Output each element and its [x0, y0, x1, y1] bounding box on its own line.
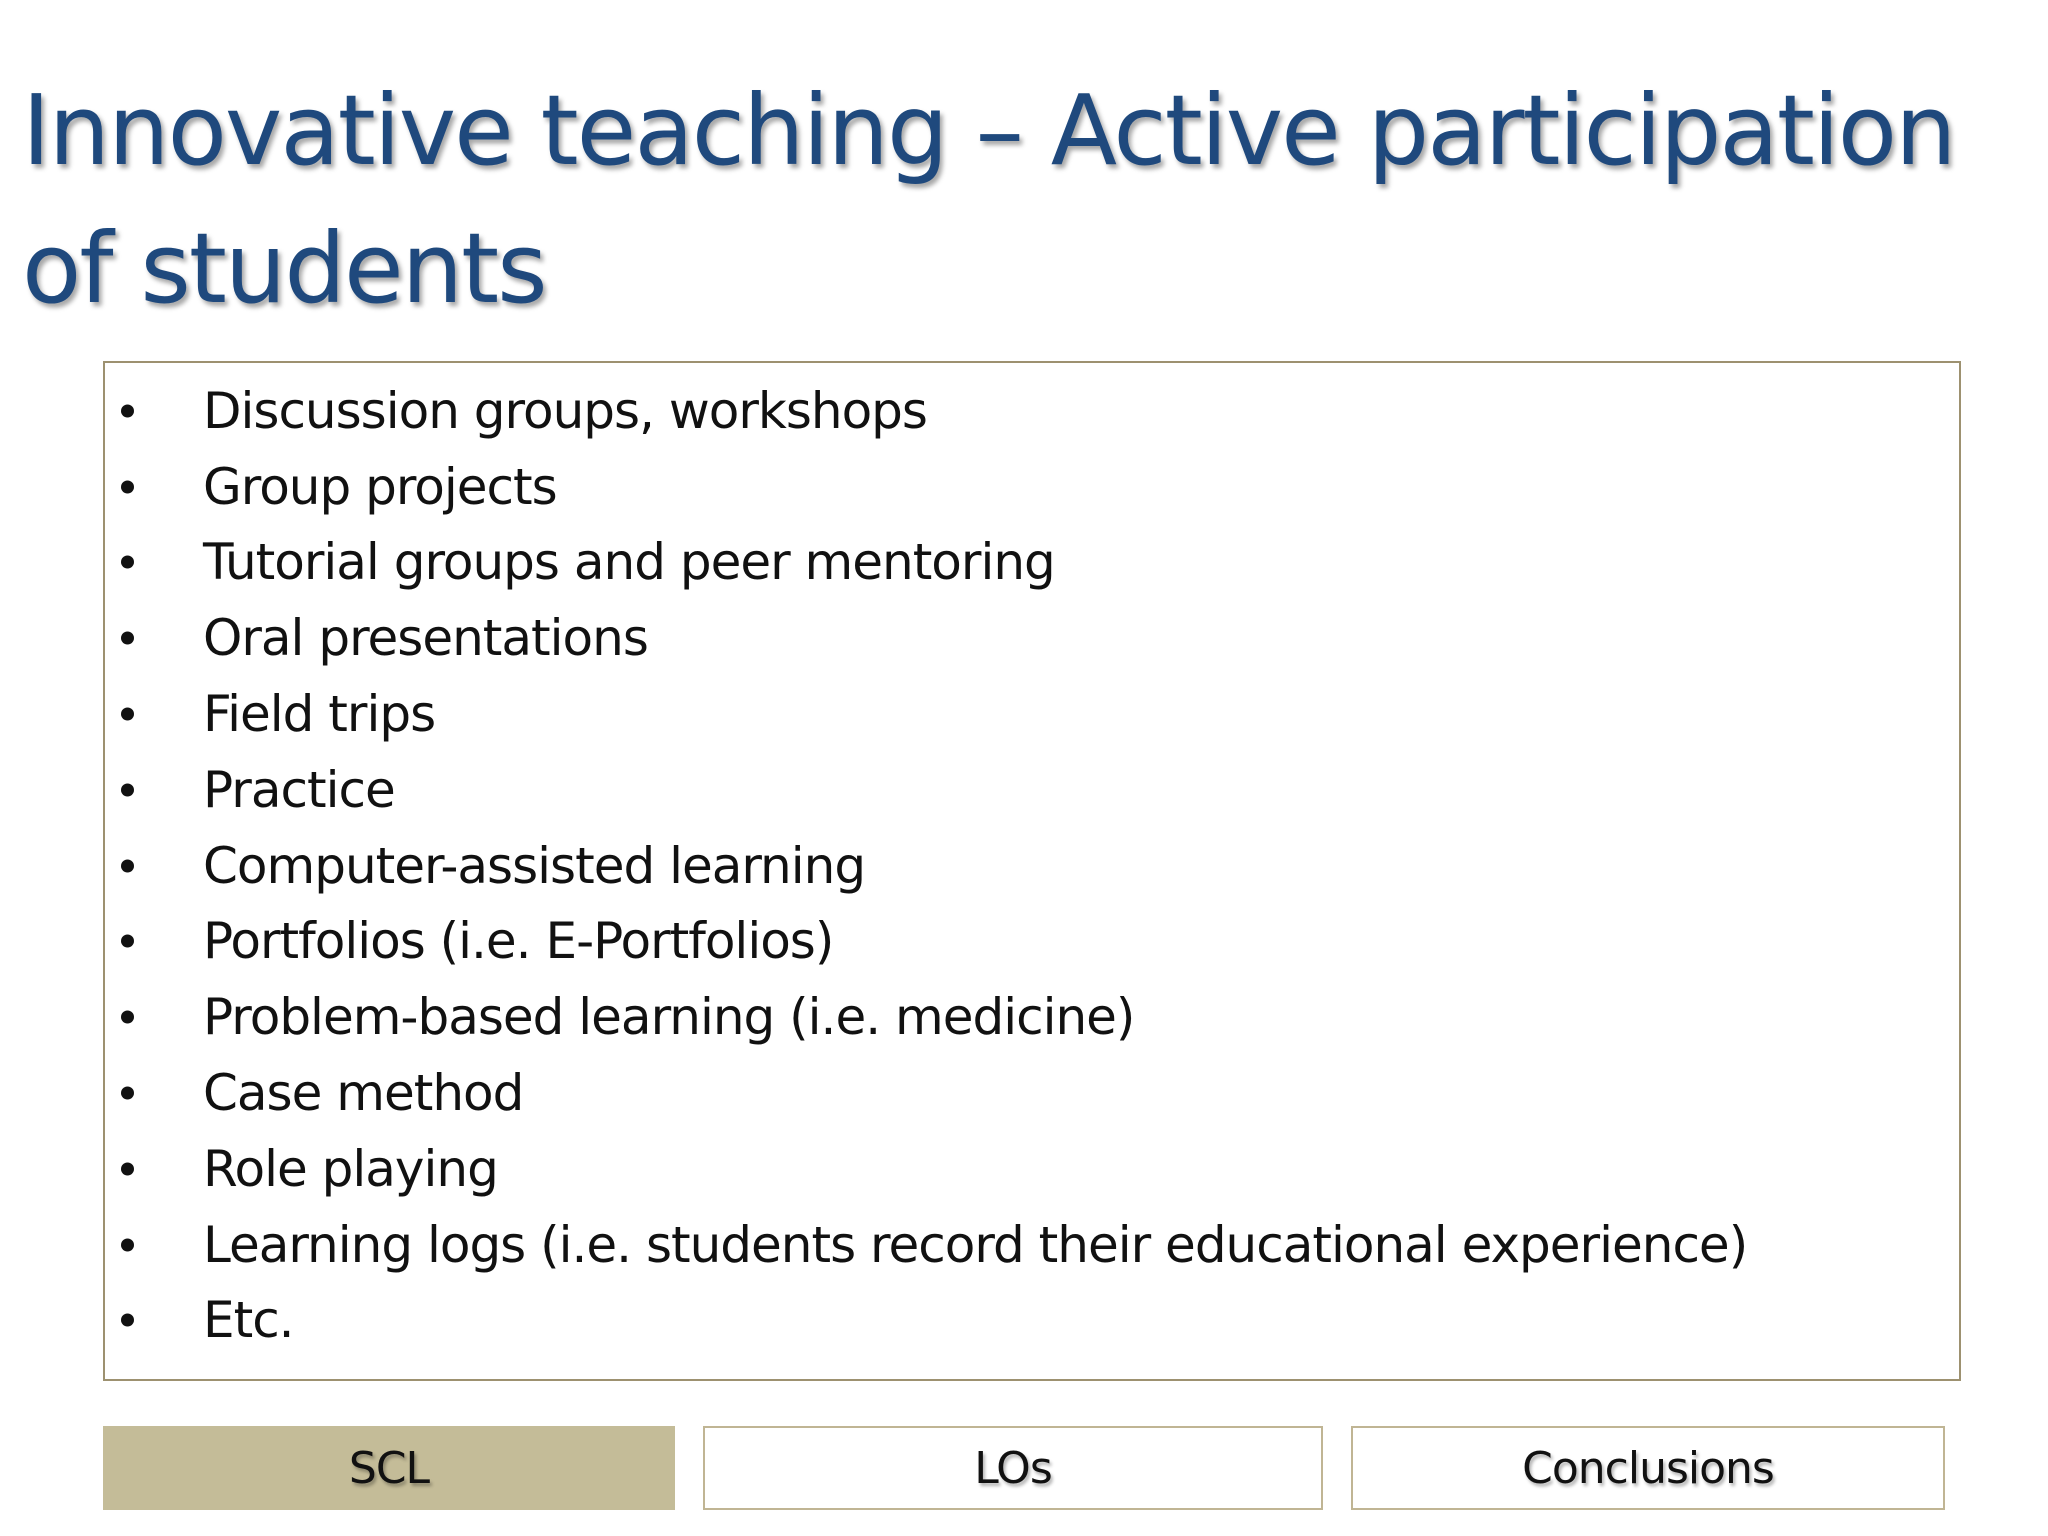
bullet-icon — [121, 632, 134, 645]
list-item-text: Computer-assisted learning — [203, 836, 866, 895]
list-item — [105, 979, 1959, 1055]
bullet-icon — [121, 783, 134, 796]
list-item-text: Group projects — [203, 457, 557, 516]
tab-conclusions[interactable]: Conclusions — [1351, 1426, 1945, 1510]
list-item — [105, 828, 1959, 904]
list-item — [105, 600, 1959, 676]
list-item-text: Role playing — [203, 1139, 498, 1198]
list-item — [105, 752, 1959, 828]
tab-scl[interactable]: SCL — [103, 1426, 675, 1510]
list-item-text: Portfolios (i.e. E-Portfolios) — [203, 912, 834, 971]
list-item — [105, 373, 1959, 449]
list-item — [105, 1055, 1959, 1131]
tab-los[interactable]: LOs — [703, 1426, 1323, 1510]
bullet-icon — [121, 480, 134, 493]
list-item-text: Oral presentations — [203, 609, 648, 668]
bullet-icon — [121, 859, 134, 872]
list-item — [105, 904, 1959, 980]
list-item-text: Case method — [203, 1064, 524, 1123]
list-item — [105, 525, 1959, 601]
list-item-text: Problem-based learning (i.e. medicine) — [203, 988, 1135, 1047]
bullet-icon — [121, 708, 134, 721]
bullet-icon — [121, 1011, 134, 1024]
slide-title: Innovative teaching – Active participation of students — [22, 74, 1955, 325]
list-item — [105, 1131, 1959, 1207]
bullet-list-box — [103, 361, 1961, 1381]
bullet-list — [105, 373, 1959, 1358]
list-item — [105, 676, 1959, 752]
bullet-icon — [121, 1162, 134, 1175]
list-item — [105, 1207, 1959, 1283]
bullet-icon — [121, 1314, 134, 1327]
list-item-text: Discussion groups, workshops — [203, 381, 927, 440]
bullet-icon — [121, 1087, 134, 1100]
list-item-text: Tutorial groups and peer mentoring — [203, 533, 1055, 592]
bullet-icon — [121, 556, 134, 569]
bullet-icon — [121, 404, 134, 417]
list-item-text: Field trips — [203, 685, 436, 744]
list-item — [105, 1283, 1959, 1359]
list-item — [105, 449, 1959, 525]
bullet-icon — [121, 1238, 134, 1251]
list-item-text: Learning logs (i.e. students record their educational experience) — [203, 1215, 1748, 1274]
list-item-text: Etc. — [203, 1291, 294, 1350]
list-item-text: Practice — [203, 760, 395, 819]
bullet-icon — [121, 935, 134, 948]
